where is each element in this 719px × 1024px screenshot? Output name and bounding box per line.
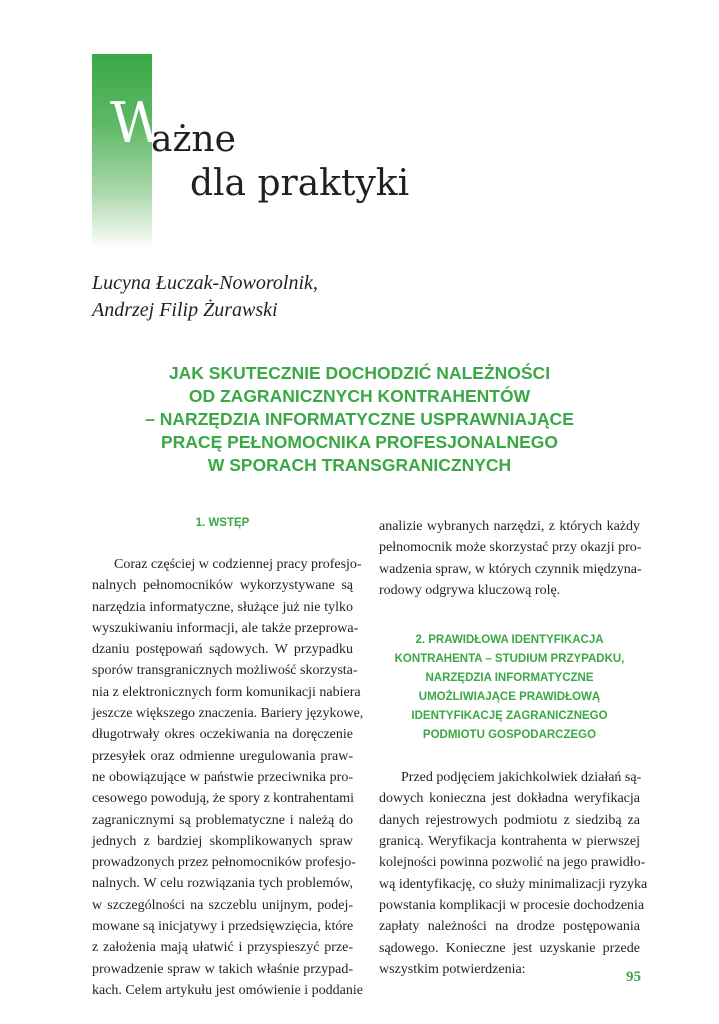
- text-line: wą identyfikację, co służy minimalizacji ryzyka: [379, 876, 648, 892]
- section-1-body: [92, 554, 364, 1001]
- text-line: sądowego. Konieczne jest uzyskanie przede: [379, 940, 640, 956]
- text-line: w szczególności na szczeblu unijnym, podej-: [92, 897, 353, 913]
- text-line: długotrwały okres oczekiwania na doręczenie: [92, 727, 353, 743]
- text-line: z założenia mają ułatwić i przyspieszyć prze-: [92, 940, 353, 956]
- text-line: dzaniu postępowań sądowych. W przypadku: [92, 642, 353, 658]
- text-line: kach. Celem artykułu jest omówienie i poddanie: [92, 982, 363, 998]
- text-line: Coraz częściej w codziennej pracy profesjo-: [114, 557, 362, 572]
- section-heading-line: KONTRAHENTA – STUDIUM PRZYPADKU,: [394, 653, 625, 666]
- article-title-line: JAK SKUTECZNIE DOCHODZIĆ NALEŻNOŚCI: [168, 363, 551, 383]
- page-number: 95: [626, 969, 641, 985]
- text-line: prowadzonych przez pełnomocników profesjo-: [92, 855, 356, 871]
- text-line: Przed podjęciem jakichkolwiek działań są-: [401, 770, 642, 786]
- author-name: Andrzej Filip Żurawski: [92, 299, 278, 321]
- header-initial-letter: W: [110, 91, 166, 156]
- authors: [92, 270, 318, 324]
- text-line: przesyłek oraz odmienne uregulowania praw-: [92, 748, 353, 764]
- text-line: rodowy odgrywa kluczową rolę.: [379, 582, 561, 598]
- section-heading-line: 2. PRAWIDŁOWA IDENTYFIKACJA: [415, 634, 604, 647]
- text-line: analizie wybranych narzędzi, z których każdy: [379, 519, 640, 534]
- article-title-line: – NARZĘDZIA INFORMATYCZNE USPRAWNIAJĄCE: [145, 409, 574, 429]
- text-line: narzędzia informatyczne, służące już nie tylko: [92, 599, 353, 615]
- text-line: sporów transgranicznych możliwość skorzysta-: [92, 663, 358, 679]
- left-column: [92, 514, 364, 1001]
- text-line: jeszcze większego znaczenia. Bariery językowe,: [92, 706, 364, 722]
- section-heading-line: UMOŻLIWIAJĄCE PRAWIDŁOWĄ: [418, 691, 601, 704]
- section-2-body: [379, 767, 648, 980]
- text-line: nalnych pełnomocników wykorzystywane są: [92, 578, 353, 594]
- section-heading-line: 1. WSTĘP: [195, 517, 250, 529]
- section-2-heading: [379, 631, 640, 745]
- text-line: wyszukiwaniu informacji, ale także przeprowa-: [92, 620, 359, 636]
- article-title-line: OD ZAGRANICZNYCH KONTRAHENTÓW: [188, 386, 531, 406]
- text-line: dowych konieczna jest dokładna weryfikacja: [379, 791, 640, 807]
- text-line: powstania komplikacji w procesie dochodzenia: [379, 897, 645, 913]
- text-line: ne obowiązujące w państwie przeciwnika pro-: [92, 769, 353, 785]
- text-line: danych rejestrowych podmiotu z siedzibą za: [379, 812, 640, 828]
- text-line: nalnych. W celu rozwiązania tych problemów,: [92, 876, 353, 892]
- text-line: wadzenia spraw, w których czynnik międzyna-: [379, 561, 642, 577]
- text-line: prowadzenie spraw w takich właśnie przypad-: [92, 961, 353, 977]
- section-1-heading: [92, 514, 353, 533]
- text-line: nia z elektronicznych form komunikacji nabiera: [92, 684, 361, 700]
- text-line: jednych z bardziej skomplikowanych spraw: [92, 833, 353, 849]
- article-title-line: PRACĘ PEŁNOMOCNIKA PROFESJONALNEGO: [160, 432, 559, 452]
- section-heading-line: IDENTYFIKACJĘ ZAGRANICZNEGO: [411, 710, 608, 723]
- author-name: Lucyna Łuczak-Noworolnik,: [92, 272, 318, 294]
- section-heading-line: PODMIOTU GOSPODARCZEGO: [422, 729, 597, 742]
- text-line: zagranicznymi są problematyczne i należą do: [92, 812, 353, 828]
- text-line: zapłaty należności na drodze postępowania: [379, 919, 640, 935]
- text-line: granicą. Weryfikacja kontrahenta w pierwszej: [379, 834, 640, 850]
- text-line: pełnomocnik może skorzystać przy okazji pro-: [379, 540, 642, 556]
- article-title: [92, 362, 627, 477]
- text-line: kolejności powinna pozwolić na jego prawidło-: [379, 855, 646, 871]
- header-title-line1: ażne: [151, 119, 236, 160]
- text-line: cesowego powodują, że spory z kontrahentami: [92, 791, 355, 807]
- article-title-line: W SPORACH TRANSGRANICZNYCH: [207, 455, 512, 475]
- section-1-continuation: [379, 516, 640, 601]
- section-heading-line: NARZĘDZIA INFORMATYCZNE: [425, 672, 594, 685]
- text-line: wszystkim potwierdzenia:: [379, 961, 526, 977]
- header-title-line2: dla praktyki: [190, 163, 410, 204]
- right-column: [379, 516, 648, 980]
- text-line: mowane są inicjatywy i przedsięwzięcia, które: [92, 919, 354, 935]
